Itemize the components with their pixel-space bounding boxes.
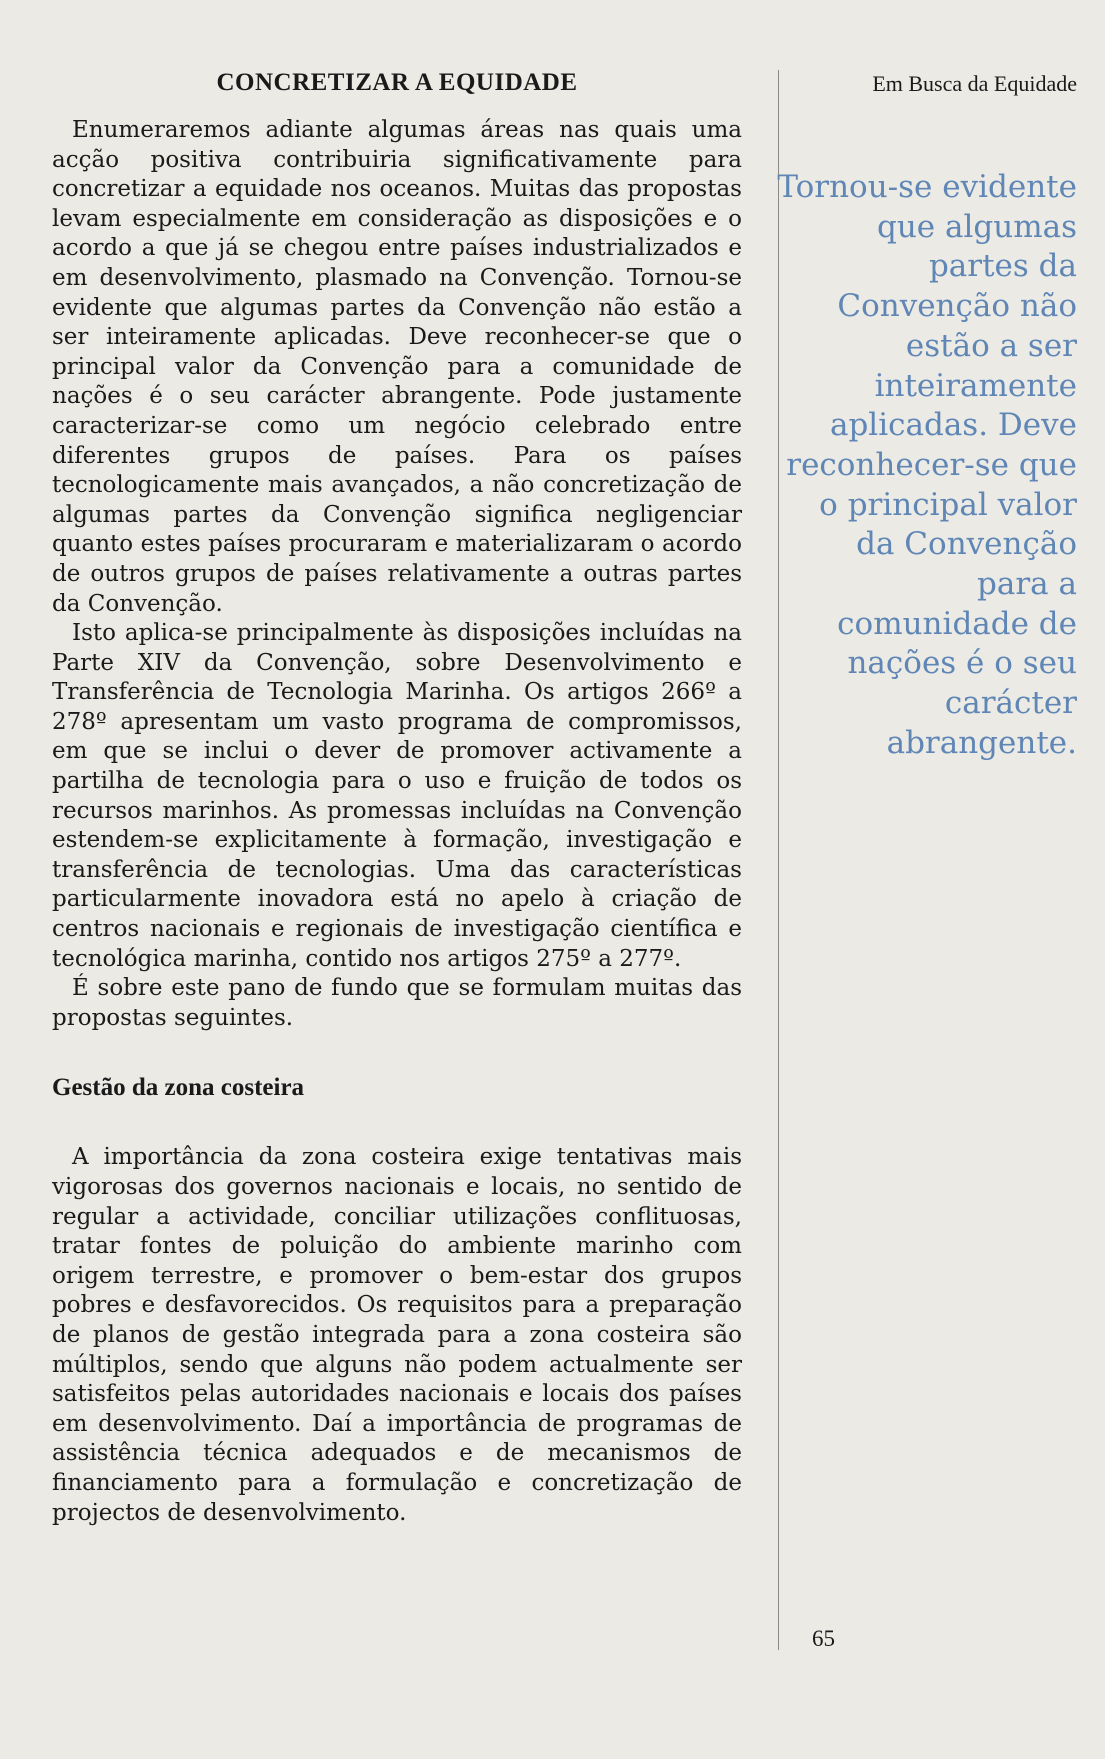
body-paragraph: Enumeraremos adiante algumas áreas nas quais uma acção positiva contribuiria significativamente para concretizar a equidade nos oceanos. Muitas das propostas levam especialmente em consideração as disposições e o acordo a que já se chegou entre países industrializados e em desenvolvimento, plasmado na Convenção. Tornou-se evidente que algumas partes da Convenção não estão a ser inteiramente aplicadas. Deve reconhecer-se que o principal valor da Convenção para a comunidade de nações é o seu carácter abrangente. Pode justamente caracterizar-se como um negócio celebrado entre diferentes grupos de países. Para os países tecnologicamente mais avançados, a não concretização de algumas partes da Convenção significa negligenciar quanto estes países procuraram e materializaram o acordo de outros grupos de países relativamente a outras partes da Convenção. bbox=[52, 117, 742, 617]
body-paragraph: A importância da zona costeira exige tentativas mais vigorosas dos governos nacionais e locais, no sentido de regular a actividade, conciliar utilizações conflituosas, tratar fontes de poluição do ambiente marinho com origem terrestre, e promover o bem-estar dos grupos pobres e desfavorecidos. Os requisitos para a preparação de planos de gestão integrada para a zona costeira são múltiplos, sendo que alguns não podem actualmente ser satisfeitos pelas autoridades nacionais e locais dos países em desenvolvimento. Daí a importância de programas de assistência técnica adequados e de mecanismos de financiamento para a formulação e concretização de projectos de desenvolvimento. bbox=[52, 1144, 742, 1526]
subheading: Gestão da zona costeira bbox=[52, 1074, 305, 1102]
page-number: 65 bbox=[812, 1626, 835, 1651]
body-paragraph: Isto aplica-se principalmente às disposições incluídas na Parte XIV da Convenção, sobre Desenvolvimento e Transferência de Tecnologia Marinha. Os artigos 266º a 278º apresentam um vasto programa de compromissos, em que se inclui o dever de promover activamente a partilha de tecnologia para o uso e fruição de todos os recursos marinhos. As promessas incluídas na Convenção estendem-se explicitamente à formação, investigação e transferência de tecnologias. Uma das características particularmente inovadora está no apelo à criação de centros nacionais e regionais de investigação científica e tecnológica marinha, contido nos artigos 275º a 277º. bbox=[52, 620, 742, 972]
section-title: CONCRETIZAR A EQUIDADE bbox=[216, 69, 578, 96]
running-head: Em Busca da Equidade bbox=[872, 71, 1077, 96]
pull-quote: Tornou-se evidente que algumas partes da Convenção não estão a ser inteiramente aplicadas. Deve reconhecer-se que o principal valor da Convenção para a comunidade de nações é o seu carácter abrangente. bbox=[777, 169, 1077, 761]
body-paragraph: É sobre este pano de fundo que se formulam muitas das propostas seguintes. bbox=[52, 975, 742, 1031]
main-text-column bbox=[52, 64, 742, 1528]
